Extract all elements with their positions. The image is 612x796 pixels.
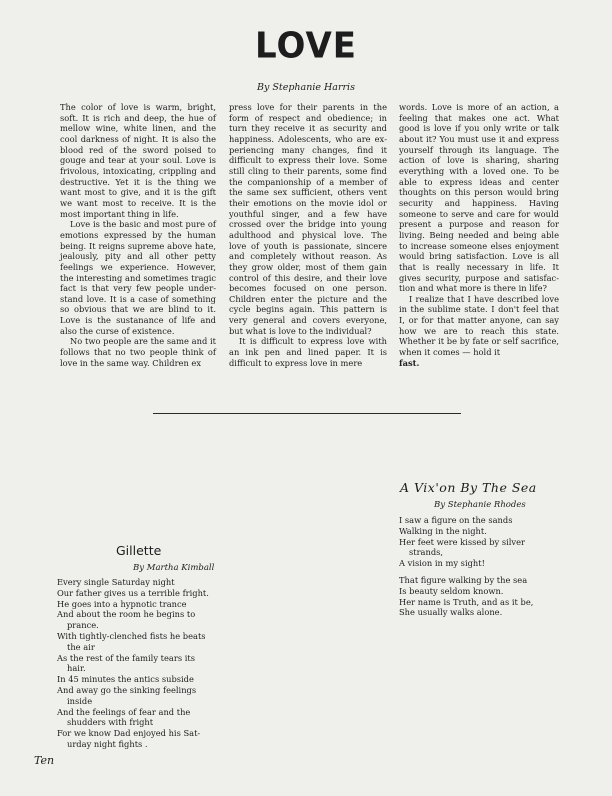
vixen-poem-byline: By Stephanie Rhodes — [434, 500, 526, 510]
poem-line: I saw a figure on the sands — [399, 515, 513, 525]
essay-paragraph: It is difficult to express love with an ink pen and lined paper. It is difficult to express love in mere — [229, 336, 387, 368]
poem-line: And the feelings of fear and the — [57, 706, 191, 717]
essay-closing-word-text: fast. — [399, 357, 420, 368]
gillette-poem-body — [57, 577, 209, 750]
poem-line: Is beauty seldom known. — [399, 585, 504, 596]
poem-line: She usually walks alone. — [399, 607, 503, 618]
essay-paragraph: words. Love is more of an action, a feeling that makes one act. What good is love if you only write or talk about it? You must use it and express yourself through its language. The action of love is sharing, sharing everything with a loved one. To be able to express ideas and center thoughts on this person would bring security and happiness. Having someone to serve and care for would present a purpose and reason for living. Being needed and being able to increase someone elses enjoyment would bring satisfaction. Love is all that is really necessary in life. It gives security, purpose and satisfaction and what more is there in life? — [399, 102, 559, 294]
poem-line: And away go the sinking feelings — [57, 684, 197, 695]
poem-line: A vision in my sight! — [399, 558, 485, 569]
essay-byline: By Stephanie Harris — [257, 82, 355, 93]
essay-paragraph: No two people are the same and it follows that no two people think of love in the same way. Children ex — [60, 336, 216, 368]
essay-paragraph: The color of love is warm, bright, soft. It is rich and deep, the hue of mellow wine, white linen, and the cool darkness of night. It is also the blood red of the sword poised to gouge and tear at your soul. Love is frivolous, intoxicating, crippling and destructive. Yet it is the thing we want most to give, and it is the gift we want most to receive. It is the most important thing in life. — [60, 102, 216, 219]
vixen-poem-body — [399, 515, 533, 618]
vixen-poem-title: A Vix'on By The Sea — [400, 480, 537, 495]
poem-line: With tightly-clenched fists he beats — [57, 630, 206, 641]
poem-line: That figure walking by the sea — [399, 574, 528, 585]
poem-line: shudders with fright — [67, 717, 154, 728]
poem-line: prance. — [67, 620, 99, 631]
poem-line: For we know Dad enjoyed his Sat- — [57, 728, 201, 739]
essay-column-3 — [399, 102, 559, 368]
essay-paragraph: press love for their parents in the form of respect and obedience; in turn they receive it as security and happiness. Adolescents, who are experiencing many changes, find it difficult to express their love. Some still cling to their parents, some find the companionship of a member of the same sex sufficient, others vent their emotions on the movie idol or youthful singer, and a few have crossed over the bridge into young adulthood and physical love. The love of youth is passionate, sincere and completely without reason. As they grow older, most of them gain control of this desire, and their love becomes focused on one person. Children enter the picture and the cycle begins again. This pattern is very general and covers everyone, but what is love to the individual? — [229, 102, 387, 336]
poem-line: Walking in the night. — [399, 525, 487, 536]
gillette-poem-title: Gillette — [116, 543, 162, 558]
poem-line: strands, — [409, 547, 444, 558]
poem-line: inside — [67, 695, 93, 706]
poem-line: Our father gives us a terrible fright. — [57, 587, 209, 598]
essay-paragraph: Love is the basic and most pure of emotions expressed by the human being. It reigns supreme above hate, jealously, pity and all other petty feelings we experience. However, the interesting and sometimes tragic fact is that very few people understand love. It is a case of something so obvious that we are blind to it. Love is the sustanance of life and also the curse of existence. — [60, 219, 216, 336]
poem-line: He goes into a hypnotic trance — [57, 598, 187, 609]
essay-column-2 — [229, 102, 387, 368]
essay-paragraph: I realize that I have described love in the sublime state. I don't feel that I, or for that matter anyone, can say how we are to reach this state. Whether it be by fate or self sacrifice, when it comes — hold it — [399, 293, 559, 358]
poem-line: Her name is Truth, and as it be, — [399, 596, 534, 607]
essay-column-1 — [60, 102, 216, 368]
poem-line: As the rest of the family tears its — [57, 652, 195, 663]
poem-line: the air — [67, 641, 95, 652]
essay-closing-word — [399, 358, 559, 369]
poem-line: In 45 minutes the antics subside — [57, 674, 194, 685]
poem-line: hair. — [67, 663, 86, 674]
gillette-poem-byline: By Martha Kimball — [133, 563, 215, 573]
essay-title: LOVE — [255, 25, 357, 67]
poem-line: Every single Saturday night — [57, 577, 175, 587]
poem-line: urday night fights . — [67, 738, 148, 749]
page-number: Ten — [34, 754, 55, 767]
poem-line: Her feet were kissed by silver — [399, 536, 525, 547]
section-divider — [153, 413, 461, 414]
poem-line: And about the room he begins to — [57, 609, 196, 620]
